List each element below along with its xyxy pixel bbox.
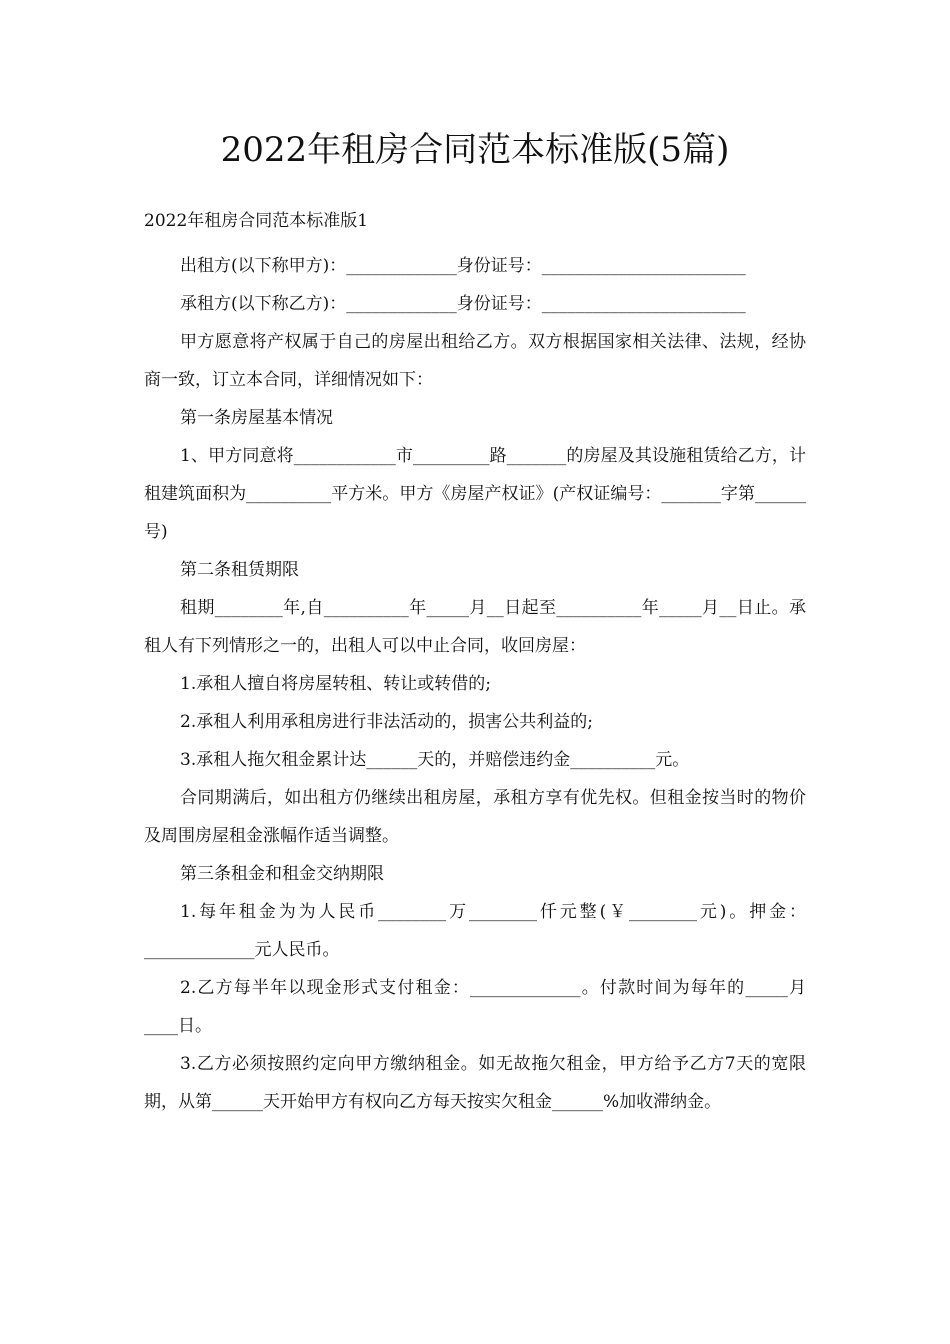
article-1-heading: 第一条房屋基本情况 [180, 408, 333, 428]
paragraph-late-fee: 3.乙方必须按照约定向甲方缴纳租金。如无故拖欠租金，甲方给予乙方7天的宽限期，从第______天开始甲方有权向乙方每天按实欠租金______%加收滞纳金。 [144, 1054, 806, 1112]
paragraph-payment: 2.乙方每半年以现金形式支付租金：_____________。付款时间为每年的_____月____日。 [144, 978, 806, 1036]
paragraph-renewal: 合同期满后，如出租方仍继续出租房屋，承租方享有优先权。但租金按当时的物价及周围房屋租金涨幅作适当调整。 [144, 788, 806, 846]
paragraph-term: 租期________年,自__________年_____月__日起至__________年_____月__日止。承租人有下列情形之一的，出租人可以中止合同，收回房屋： [144, 598, 806, 656]
paragraph-rent-amount: 1.每年租金为为人民币________万________仟元整(￥________元)。押金：_____________元人民币。 [144, 902, 806, 960]
paragraph-clause-2: 2.承租人利用承租房进行非法活动的，损害公共利益的; [180, 712, 593, 732]
paragraph-intro: 甲方愿意将产权属于自己的房屋出租给乙方。双方根据国家相关法律、法规，经协商一致，订立本合同，详细情况如下： [144, 332, 806, 390]
article-2-heading: 第二条租赁期限 [180, 560, 299, 580]
section-title: 2022年租房合同范本标准版1 [144, 211, 369, 231]
paragraph-clause-1: 1.承租人擅自将房屋转租、转让或转借的; [180, 674, 491, 694]
paragraph-lessor: 出租方(以下称甲方)：_____________身份证号：________________________ [180, 256, 746, 276]
paragraph-clause-3: 3.承租人拖欠租金累计达______天的，并赔偿违约金__________元。 [180, 750, 690, 770]
document-title: 2022年租房合同范本标准版(5篇) [220, 130, 730, 170]
article-3-heading: 第三条租金和租金交纳期限 [180, 864, 384, 884]
paragraph-lessee: 承租方(以下称乙方)：_____________身份证号：________________________ [180, 294, 746, 314]
paragraph-property: 1、甲方同意将____________市_________路_______的房屋及其设施租赁给乙方，计租建筑面积为__________平方米。甲方《房屋产权证》(产权证编号：_______字第______号) [144, 446, 806, 542]
